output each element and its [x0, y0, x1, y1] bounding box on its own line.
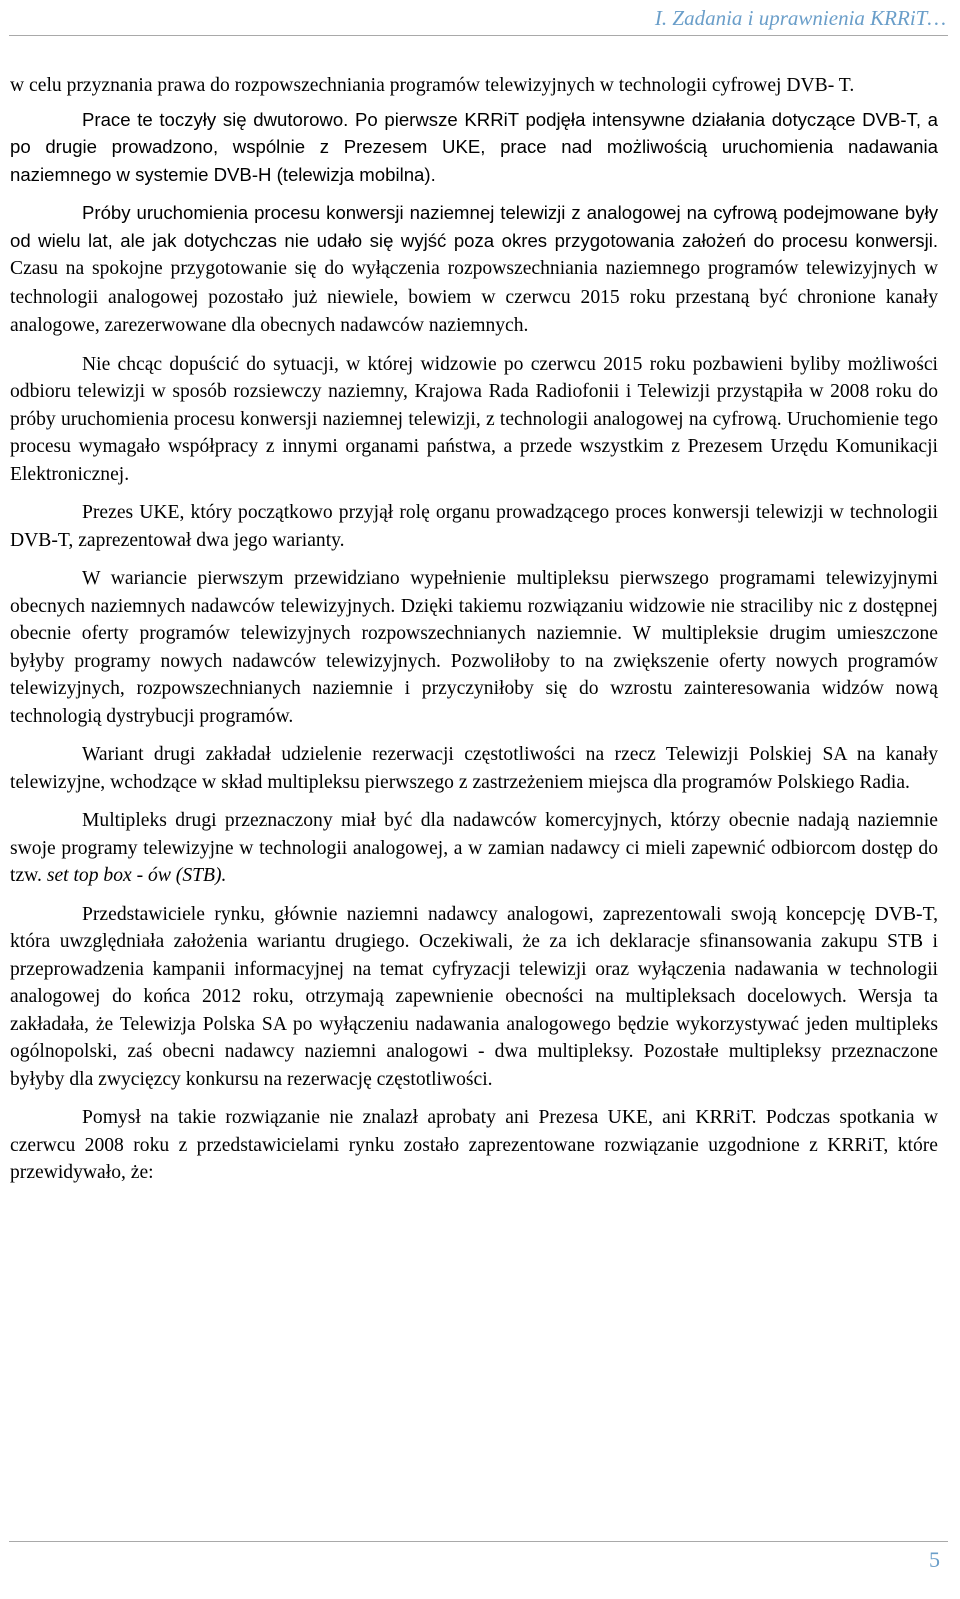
paragraph-multipleks-text: Multipleks drugi przeznaczony miał być dla nadawców komercyjnych, którzy obecnie nadają naziemnie swoje programy telewizyjne w technologii analogowej, a w zamian nadawcy ci mieli zapewnić odbiorcom dostęp do tzw. — [10, 810, 938, 886]
paragraph-prezes-uke: Prezes UKE, który początkowo przyjął rolę organu prowadzącego proces konwersji telewizji w technologii DVB-T, zaprezentował dwa jego warianty. — [10, 502, 938, 551]
paragraph-wariant-pierwszy: W wariancie pierwszym przewidziano wypełnienie multipleksu pierwszego programami telewizyjnymi obecnych naziemnych nadawców telewizyjnych. Dzięki takiemu rozwiązaniu widzowie nie straciliby nic z dostępnej obecnie oferty programów telewizyjnych rozpowszechnianych naziemnie. W multipleksie drugim umieszczone byłyby programy nowych nadawców telewizyjnych. Pozwoliłoby to na zwiększenie oferty nowych programów telewizyjnych, rozpowszechnianych naziemnie i przyczyniłoby się do wzrostu zainteresowania widzów nową technologią dystrybucji programów. — [10, 568, 938, 727]
paragraph-continuation: w celu przyznania prawa do rozpowszechniania programów telewizyjnych w technologii cyfrowej DVB- T. — [10, 75, 855, 96]
stb-term: set top box - ów (STB). — [46, 865, 227, 886]
document-body — [10, 72, 938, 1187]
footer-divider — [9, 1541, 948, 1542]
paragraph-pomysl: Pomysł na takie rozwiązanie nie znalazł aprobaty ani Prezesa UKE, ani KRRiT. Podczas spotkania w czerwcu 2008 roku z przedstawicielami rynku zostało zaprezentowane rozwiązanie uzgodnione z KRRiT, które przewidywało, że: — [10, 1107, 938, 1183]
paragraph-proby-sans-text: Próby uruchomienia procesu konwersji naziemnej telewizji z analogowej na cyfrową podejmowane były od wielu lat, ale jak dotychczas nie udało się wyjść poza okres przygotowania założeń do procesu konwersji. — [10, 202, 938, 251]
page-number: 5 — [929, 1547, 940, 1572]
paragraph-proby-serif-text: Czasu na spokojne przygotowanie się do wyłączenia rozpowszechniania naziemnego programów telewizyjnych w technologii analogowej pozostało już niewiele, bowiem w czerwcu 2015 roku przestaną być chronione kanały analogowe, zarezerwowane dla obecnych nadawców naziemnych. — [10, 258, 938, 336]
header-divider — [9, 35, 948, 36]
paragraph-multipleks-drugi — [10, 807, 938, 890]
paragraph-przedstawiciele-rynku: Przedstawiciele rynku, głównie naziemni nadawcy analogowi, zaprezentowali swoją koncepcję DVB-T, która uwzględniała założenia wariantu drugiego. Oczekiwali, że za ich deklaracje sfinansowania zakupu STB i przeprowadzenia kampanii informacyjnej na temat cyfryzacji telewizji oraz wyłączenia nadawania w technologii analogowej do końca 2012 roku, otrzymają zapewnienie obecności na multipleksach docelowych. Wersja ta zakładała, że Telewizja Polska SA po wyłączeniu nadawania analogowego będzie wykorzystywać jeden multipleks ogólnopolski, zaś obecni nadawcy naziemni analogowi - dwa multipleksy. Pozostałe multipleksy przeznaczone byłyby dla zwycięzcy konkursu na rezerwację częstotliwości. — [10, 903, 938, 1090]
paragraph-wariant-drugi: Wariant drugi zakładał udzielenie rezerwacji częstotliwości na rzecz Telewizji Polskiej SA na kanały telewizyjne, wchodzące w skład multipleksu pierwszego z zastrzeżeniem miejsca dla programów Polskiego Radia. — [10, 744, 938, 793]
paragraph-dwutorowo: Prace te toczyły się dwutorowo. Po pierwsze KRRiT podjęła intensywne działania dotyczące DVB-T, a po drugie prowadzono, wspólnie z Prezesem UKE, prace nad możliwością uruchomienia nadawania naziemnego w systemie DVB-H (telewizja mobilna). — [10, 108, 938, 185]
running-header-title: I. Zadania i uprawnienia KRRiT… — [654, 6, 946, 30]
paragraph-proby-konwersji — [10, 199, 938, 340]
paragraph-nie-chcac: Nie chcąc dopuścić do sytuacji, w której widzowie po czerwcu 2015 roku pozbawieni byliby możliwości odbioru telewizji w sposób rozsiewczy naziemny, Krajowa Rada Radiofonii i Telewizji przystąpiła w 2008 roku do próby uruchomienia procesu konwersji naziemnej telewizji, z technologii analogowej na cyfrową. Uruchomienie tego procesu wymagało współpracy z innymi organami państwa, a przede wszystkim z Prezesem Urzędu Komunikacji Elektronicznej. — [10, 353, 938, 485]
